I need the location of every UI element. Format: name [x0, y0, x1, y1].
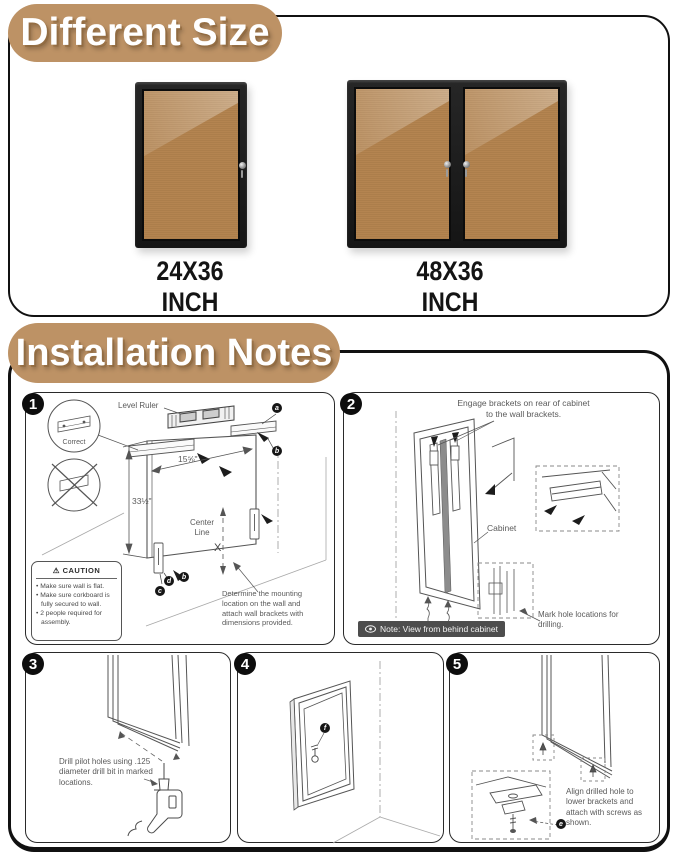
callout-b2: b: [179, 572, 189, 582]
lock-icon-left: [444, 161, 451, 168]
callout-e: e: [556, 819, 566, 829]
caution-item: • Make sure wall is flat.: [36, 582, 117, 591]
level-ruler-drawing: [168, 406, 234, 428]
step3-instruction: Drill pilot holes using .125 diameter drill bit in marked locations.: [59, 757, 153, 787]
step2-number-badge: 2: [340, 393, 362, 415]
step2-panel: [343, 392, 660, 645]
cork-surface: [142, 89, 240, 241]
caution-box: [31, 561, 122, 641]
step3-diagram: [26, 653, 232, 844]
step4-panel: [237, 652, 444, 843]
cabinet-label: Cabinet: [487, 523, 517, 533]
step2-instruction: Engage brackets on rear of cabinet to the wall brackets.: [457, 398, 590, 420]
width-dimension: 15⅝": [178, 454, 198, 464]
center-rail: [440, 439, 451, 593]
step3-number-badge: 3: [22, 653, 44, 675]
corkboard-48x36: [347, 80, 567, 248]
step5-instruction: Align drilled hole to lower brackets and attach with screws as shown.: [566, 787, 643, 828]
wall-bracket-piece: [492, 438, 514, 488]
callout-f: f: [320, 723, 330, 733]
step1-panel: [25, 392, 335, 645]
callout-d: d: [164, 576, 174, 586]
step5-panel: [449, 652, 660, 843]
caution-title-text: CAUTION: [62, 566, 101, 575]
board-door: [142, 89, 240, 241]
cabinet-bottom-outline: [542, 655, 612, 778]
board-doors: [354, 87, 560, 241]
install-section-heading: [8, 323, 340, 383]
caution-item: • 2 people required for assembly.: [36, 609, 117, 627]
view-note-badge: [358, 621, 505, 637]
board-size-label: 48X36 INCH: [416, 256, 484, 317]
board-size-label: 24X36 INCH: [156, 256, 224, 317]
caution-item: • Make sure corkboard is fully secured to wall.: [36, 591, 117, 609]
wrong-orientation-inset: [48, 459, 100, 511]
center-line-label: Center Line: [189, 518, 214, 538]
size-section-heading: [8, 4, 282, 62]
floor-lines: [333, 817, 440, 843]
view-note-text: Note: View from behind cabinet: [380, 624, 498, 634]
eye-icon: [365, 625, 376, 633]
step4-number-badge: 4: [234, 653, 256, 675]
bracket-screw-inset: [472, 771, 550, 839]
cork-surface-right: [463, 87, 560, 241]
lock-icon: [239, 162, 246, 169]
step3-panel: [25, 652, 231, 843]
step5-number-badge: 5: [446, 653, 468, 675]
callout-b: b: [272, 446, 282, 456]
install-heading-text: Installation Notes: [15, 331, 333, 374]
callout-c: c: [155, 586, 165, 596]
step2-diagram: [344, 393, 661, 646]
x-mark-label: X: [214, 542, 222, 554]
caution-title: [36, 566, 117, 579]
bracket-screw-detail: [476, 777, 546, 833]
corkboard-24x36: [135, 82, 247, 248]
level-ruler-label: Level Ruler: [118, 401, 159, 410]
lock-icon-right: [463, 161, 470, 168]
step1-note: Determine the mounting location on the wall and attach wall brackets with dimensions provided.: [222, 589, 304, 628]
correct-label: Correct: [62, 439, 86, 446]
callout-a: a: [272, 403, 282, 413]
step1-number-badge: 1: [22, 393, 44, 415]
step4-diagram: [238, 653, 445, 844]
mounted-cabinet-outline: [290, 681, 354, 810]
cork-surface-left: [354, 87, 451, 241]
height-dimension: 33½": [132, 496, 152, 506]
size-heading-text: Different Size: [20, 11, 270, 54]
mark-holes-note: Mark hole locations for drilling.: [538, 610, 619, 630]
instruction-leaders: [438, 421, 494, 445]
warning-icon: ⚠: [52, 566, 60, 575]
